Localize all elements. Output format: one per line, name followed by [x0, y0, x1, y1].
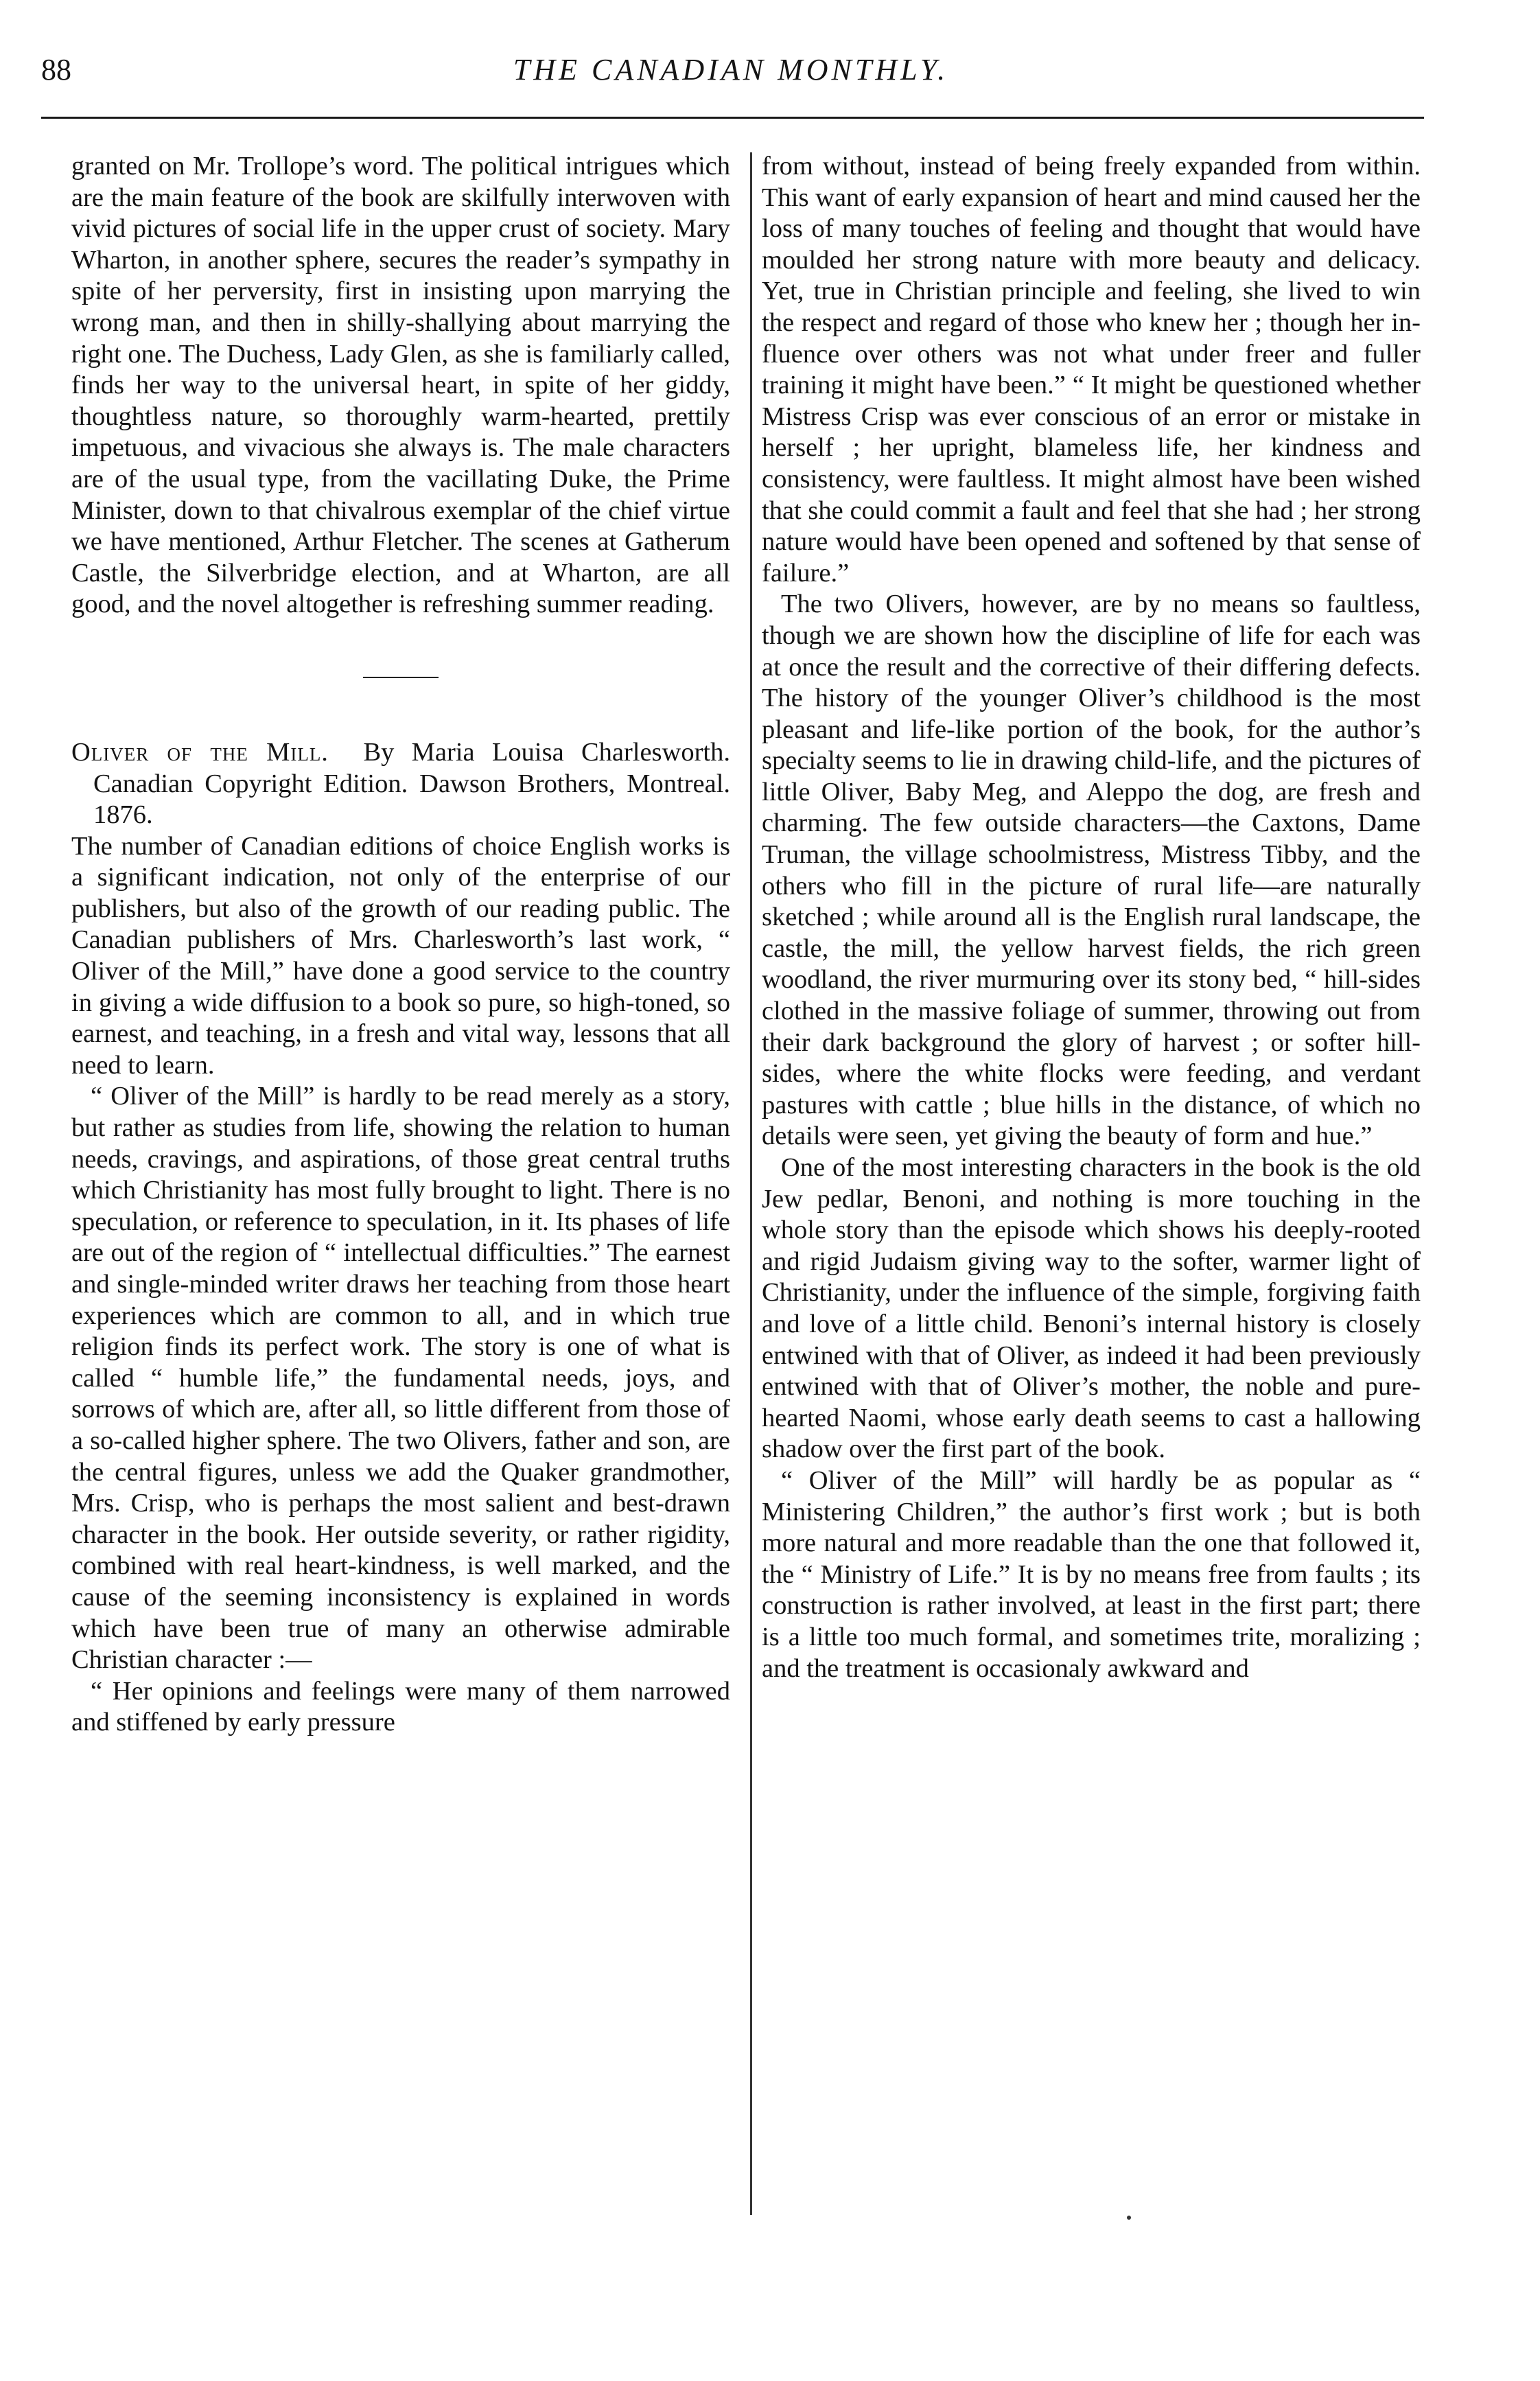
paragraph-hardly-a-story: “ Oliver of the Mill” is hardly to be read merely as a story, but rather as studies from life, showing the relation to human needs, cravings, and aspirations, of those great central truths which Christianity has most fully brought to light. There is no speculation, or reference to speculation, in it. Its phases of life are out of the region of “ intellectual difficulties.” The earnest and single-minded writer draws her teaching from those heart experiences which are common to all, and in which true religion finds its perfect work. The story is one of what is called “ humble life,” the fundamental needs, joys, and sorrows of which are, after all, so little different from those of a so-called higher sphere. The two Olivers, father and son, are the central figures, unless we add the Quaker grandmother, Mrs. Crisp, who is perhaps the most salient and best-drawn character in the book. Her outside severity, or rather rigidity, combined with real heart-kindness, is well marked, and the cause of the seeming inconsistency is explained in words which have been true of many an otherwise admirable Christian character :—	[71, 1082, 730, 1675]
paragraph-trollope-review-end: granted on Mr. Trollope’s word. The political intrigues which are the main feature of the book are skilfully interwoven with vivid pictures of social life in the upper crust of society. Mary Wharton, in another sphere, secures the reader’s sympathy in spite of her perversity, first in insisting upon marrying the wrong man, and then in shilly-shallying about marrying the right one. The Duchess, Lady Glen, as she is familiarly called, finds her way to the universal heart, in spite of her giddy, thoughtless nature, so thoroughly warm-hearted, prettily impetuous, and vivacious she always is. The male characters are of the usual type, from the vacillating Duke, the Prime Minister, down to that chivalrous exemplar of the chief virtue we have mentioned, Arthur Fletcher. The scenes at Gatherum Castle, the Silverbridge election, and at Wharton, are all good, and the novel altogether is refreshing summer reading.	[71, 152, 730, 619]
paragraph-benoni: One of the most interesting characters in the book is the old Jew pedlar, Benoni, and nothing is more touching in the whole story than the episode which shows his deeply-rooted and rigid Judaism giving way to the softer, warmer light of Christianity, under the influence of the simple, forgiving faith and love of a little child. Benoni’s internal history is closely entwined with that of Oliver, as indeed it had been previously entwined with that of Oliver’s mother, the noble and pure-hearted Naomi, whose early death seems to cast a hallowing shadow over the first part of the book.	[762, 1153, 1421, 1464]
left-column	[71, 151, 730, 2220]
print-speck	[1127, 2216, 1131, 2220]
page-number: 88	[41, 53, 71, 86]
section-divider	[363, 677, 439, 678]
review-author: By Maria Louisa Charlesworth.	[363, 737, 730, 767]
running-title: THE CANADIAN MONTHLY.	[513, 53, 949, 86]
review-heading	[71, 737, 730, 831]
column-divider	[750, 152, 752, 2215]
paragraph-popularity: “ Oliver of the Mill” will hardly be as popular as “ Ministering Children,” the author’s first work ; but is both more natural and more readable than the one that followed it, the “ Ministry of Life.” It is by no means free from faults ; its construction is rather involved, at least in the first part; there is a little too much formal, and sometimes trite, moralizing ; and the treatment is occasionaly awkward and	[762, 1465, 1421, 1683]
review-publisher: Dawson Brothers, Montreal. 1876.	[93, 769, 730, 830]
paragraph-canadian-editions: The number of Canadian editions of choice English works is a significant indication, not only of the enterprise of our publishers, but also of the growth of our reading public. The Canadian publishers of Mrs. Charlesworth’s last work, “ Oliver of the Mill,” have done a good service to the country in giving a wide diffusion to a book so pure, so high-toned, so earnest, and teaching, in a fresh and vital way, lessons that all need to learn.	[71, 831, 730, 1080]
header-rule	[41, 117, 1424, 119]
paragraph-quotation-start: “ Her opinions and feelings were many of them narrowed and stiffened by early pressure	[71, 1676, 730, 1737]
paragraph-quotation-continued: from without, instead of being freely expanded from within. This want of early expansion of heart and mind caused her the loss of many touches of feeling and thought that would have moulded her strong nature with more beauty and delicacy. Yet, true in Christian principle and feeling, she lived to win the respect and regard of those who knew her ; though her influence over others was not what under freer and fuller training it might have been.” “ It might be questioned whether Mistress Crisp was ever conscious of an error or mistake in herself ; her upright, blameless life, her kindness and consistency, were faultless. It might almost have been wished that she could commit a fault and feel that she had ; her strong nature would have been opened and softened by that sense of failure.”	[762, 152, 1421, 588]
paragraph-two-olivers: The two Olivers, however, are by no means so faultless, though we are shown how the discipline of life for each was at once the result and the corrective of their differing defects. The history of the younger Oliver’s childhood is the most pleasant and life-like portion of the book, for the author’s specialty seems to lie in drawing child-life, and the pictures of little Oliver, Baby Meg, and Aleppo the dog, are fresh and charming. The few outside characters—the Caxtons, Dame Truman, the village schoolmistress, Mistress Tibby, and the others who fill in the picture of rural life—are naturally sketched ; while around all is the English rural landscape, the castle, the mill, the yellow harvest fields, the rich green woodland, the river murmuring over its stony bed, “ hill-sides clothed in the massive foliage of summer, throwing out from their dark background the glory of harvest ; or softer hill-sides, where the white flocks were feeding, and verdant pastures with cattle ; blue hills in the distance, of which no details were seen, yet giving the beauty of form and hue.”	[762, 590, 1421, 1151]
running-header	[41, 47, 1421, 99]
review-edition: Canadian Copyright Edition.	[93, 769, 408, 798]
review-heading-line	[71, 737, 730, 831]
review-title: Oliver of the Mill.	[71, 737, 329, 767]
right-column	[762, 151, 1421, 2220]
